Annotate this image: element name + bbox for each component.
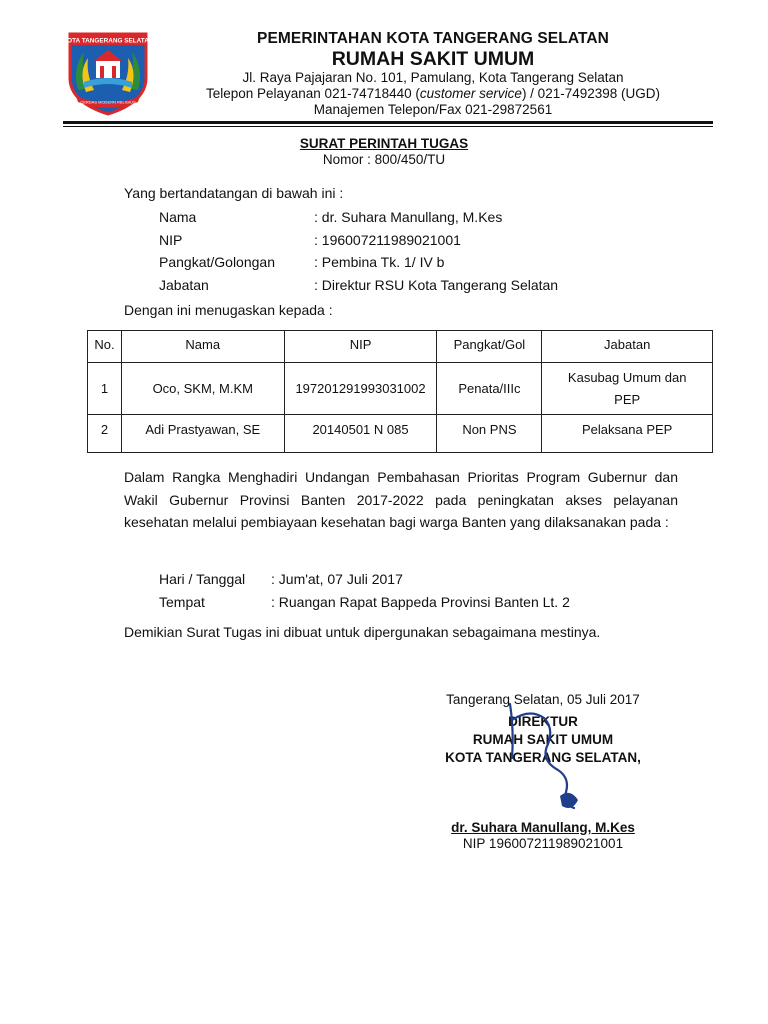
government-name: PEMERINTAHAN KOTA TANGERANG SELATAN — [257, 30, 609, 47]
table-cell-name: Oco, SKM, M.KM — [121, 363, 284, 415]
event-date-label: Hari / Tanggal — [159, 571, 246, 587]
table-row — [88, 363, 713, 415]
table-cell-no: 2 — [88, 415, 122, 453]
signer-nip-value: : 196007211989021001 — [314, 232, 461, 248]
hospital-address: Jl. Raya Pajajaran No. 101, Pamulang, Kota Tangerang Selatan — [242, 70, 624, 85]
signer-intro: Yang bertandatangan di bawah ini : — [124, 185, 344, 201]
table-header-position: Jabatan — [542, 331, 713, 363]
purpose-paragraph: Dalam Rangka Menghadiri Undangan Pembahasan Prioritas Program Gubernur dan Wakil Gubernur Provinsi Banten 2017-2022 pada peningkatan akses pelayanan kesehatan melalui pembiayaan kesehatan bagi warga Banten yang dilaksanakan pada : — [124, 469, 678, 530]
event-place-value: : Ruangan Rapat Bappeda Provinsi Banten Lt. 2 — [271, 594, 570, 610]
phone-prefix: Telepon Pelayanan 021-74718440 ( — [205, 86, 420, 101]
signer-position-label: Jabatan — [159, 277, 209, 293]
phone-suffix: ) / 021-7492398 (UGD) — [521, 86, 661, 101]
table-cell-no: 1 — [88, 363, 122, 415]
signer-position-value: : Direktur RSU Kota Tangerang Selatan — [314, 277, 559, 293]
letter-title: SURAT PERINTAH TUGAS — [299, 136, 469, 151]
table-cell-nip: 20140501 N 085 — [284, 415, 437, 453]
event-date-value: : Jum'at, 07 Juli 2017 — [271, 571, 403, 587]
table-header-row — [88, 331, 713, 363]
table-header-name: Nama — [121, 331, 284, 363]
signer-name-label: Nama — [159, 209, 197, 225]
signer-rank-label: Pangkat/Golongan — [159, 254, 275, 270]
signature-role-city: KOTA TANGERANG SELATAN, — [445, 750, 641, 765]
closing-sentence: Demikian Surat Tugas ini dibuat untuk dipergunakan sebagaimana mestinya. — [124, 624, 601, 640]
table-row — [88, 415, 713, 453]
table-cell-rank: Penata/IIIc — [437, 363, 542, 415]
event-place-label: Tempat — [159, 594, 205, 610]
signer-name-value: : dr. Suhara Manullang, M.Kes — [314, 209, 503, 225]
table-cell-nip: 197201291993031002 — [284, 363, 437, 415]
letter-number: Nomor : 800/450/TU — [322, 152, 446, 167]
header-divider-thin — [63, 126, 713, 127]
logo-banner-text: KOTA TANGERANG SELATAN — [62, 37, 154, 45]
signer-nip: NIP 196007211989021001 — [462, 836, 624, 851]
phone-service-label: customer service — [419, 86, 522, 101]
table-cell-rank: Non PNS — [437, 415, 542, 453]
hospital-fax: Manajemen Telepon/Fax 021-29872561 — [313, 102, 553, 117]
assignee-table — [87, 330, 713, 453]
hospital-name: RUMAH SAKIT UMUM — [331, 48, 535, 70]
signature-place-date: Tangerang Selatan, 05 Juli 2017 — [446, 692, 640, 707]
table-cell-name: Adi Prastyawan, SE — [121, 415, 284, 453]
signature-role-title: DIREKTUR — [508, 714, 578, 729]
city-emblem-logo — [62, 30, 154, 116]
table-header-no: No. — [88, 331, 122, 363]
table-cell-position: Pelaksana PEP — [542, 415, 713, 453]
signer-nip-label: NIP — [159, 232, 183, 248]
signature-role-org: RUMAH SAKIT UMUM — [472, 732, 614, 747]
signer-rank-value: : Pembina Tk. 1/ IV b — [314, 254, 445, 270]
table-header-nip: NIP — [284, 331, 437, 363]
table-header-rank: Pangkat/Gol — [437, 331, 542, 363]
signer-name: dr. Suhara Manullang, M.Kes — [451, 820, 635, 835]
logo-motto-text: CERDAS MODERN RELIGIUS — [80, 99, 136, 105]
handwritten-signature — [500, 700, 590, 820]
header-divider-thick — [63, 121, 713, 124]
table-cell-position: Kasubag Umum dan PEP — [542, 363, 713, 415]
assignment-intro: Dengan ini menugaskan kepada : — [124, 302, 333, 318]
hospital-phone — [170, 86, 696, 101]
